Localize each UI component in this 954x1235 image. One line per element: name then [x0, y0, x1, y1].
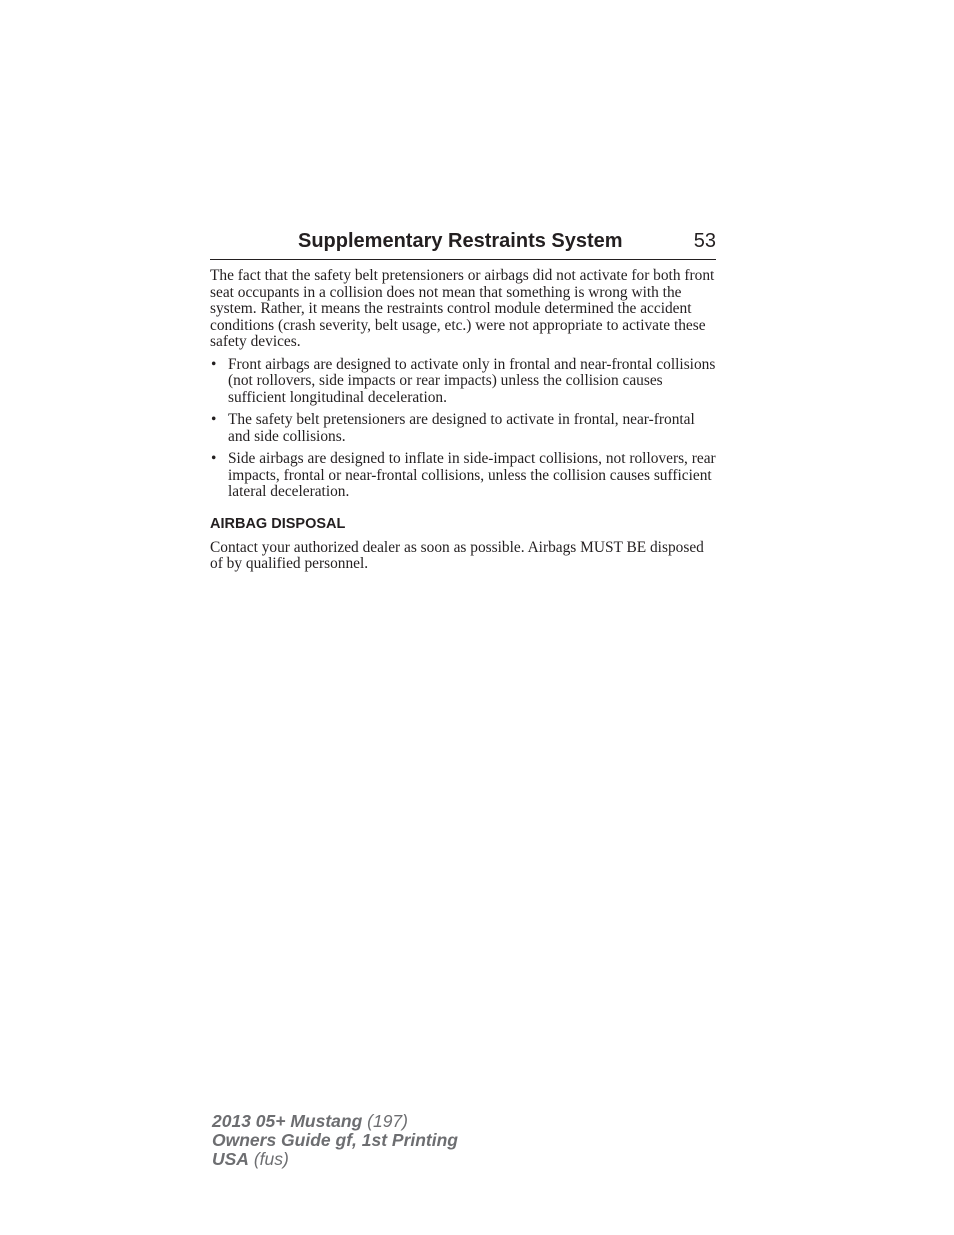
bullet-text: Front airbags are designed to activate only in frontal and near-frontal collisions (not rollovers, side impacts or rear impacts) unless the collision causes sufficient longitudinal deceleration. — [228, 355, 716, 406]
list-item — [210, 451, 718, 501]
footer-line-1 — [212, 1112, 458, 1131]
intro-paragraph: The fact that the safety belt pretensioners or airbags did not activate for both front seat occupants in a collision does not mean that something is wrong with the system. Rather, it means the restraints control module determined the accident conditions (crash severity, belt usage, etc.) were not appropriate to activate these safety devices. — [210, 267, 715, 350]
bullet-icon: • — [211, 355, 217, 373]
bullet-text: Side airbags are designed to inflate in side-impact collisions, not rollovers, rear impacts, frontal or near-frontal collisions, unless the collision causes sufficient lateral deceleration. — [228, 450, 716, 500]
footer-guide: Owners Guide gf, 1st Printing — [212, 1130, 458, 1150]
section-heading: AIRBAG DISPOSAL — [210, 515, 346, 532]
footer-model: 2013 05+ Mustang — [212, 1111, 363, 1131]
footer-line-3 — [212, 1150, 458, 1169]
footer-line-2 — [212, 1131, 458, 1150]
bullet-icon: • — [211, 411, 217, 428]
footer-market: USA — [212, 1149, 249, 1169]
list-item — [210, 412, 718, 445]
list-item — [210, 357, 718, 407]
footer-model-code: (197) — [362, 1111, 408, 1131]
bullet-list — [210, 357, 718, 501]
page-content — [210, 268, 718, 579]
footer-market-code: (fus) — [248, 1149, 289, 1169]
page-title: Supplementary Restraints System — [298, 230, 623, 252]
bullet-text: The safety belt pretensioners are designed to activate in frontal, near-frontal and side collisions. — [228, 411, 695, 445]
section-body: Contact your authorized dealer as soon as possible. Airbags MUST BE disposed of by qualified personnel. — [210, 538, 704, 572]
page-number: 53 — [693, 230, 716, 252]
bullet-icon: • — [211, 450, 217, 467]
page-footer — [212, 1112, 458, 1169]
page-header — [210, 228, 716, 260]
